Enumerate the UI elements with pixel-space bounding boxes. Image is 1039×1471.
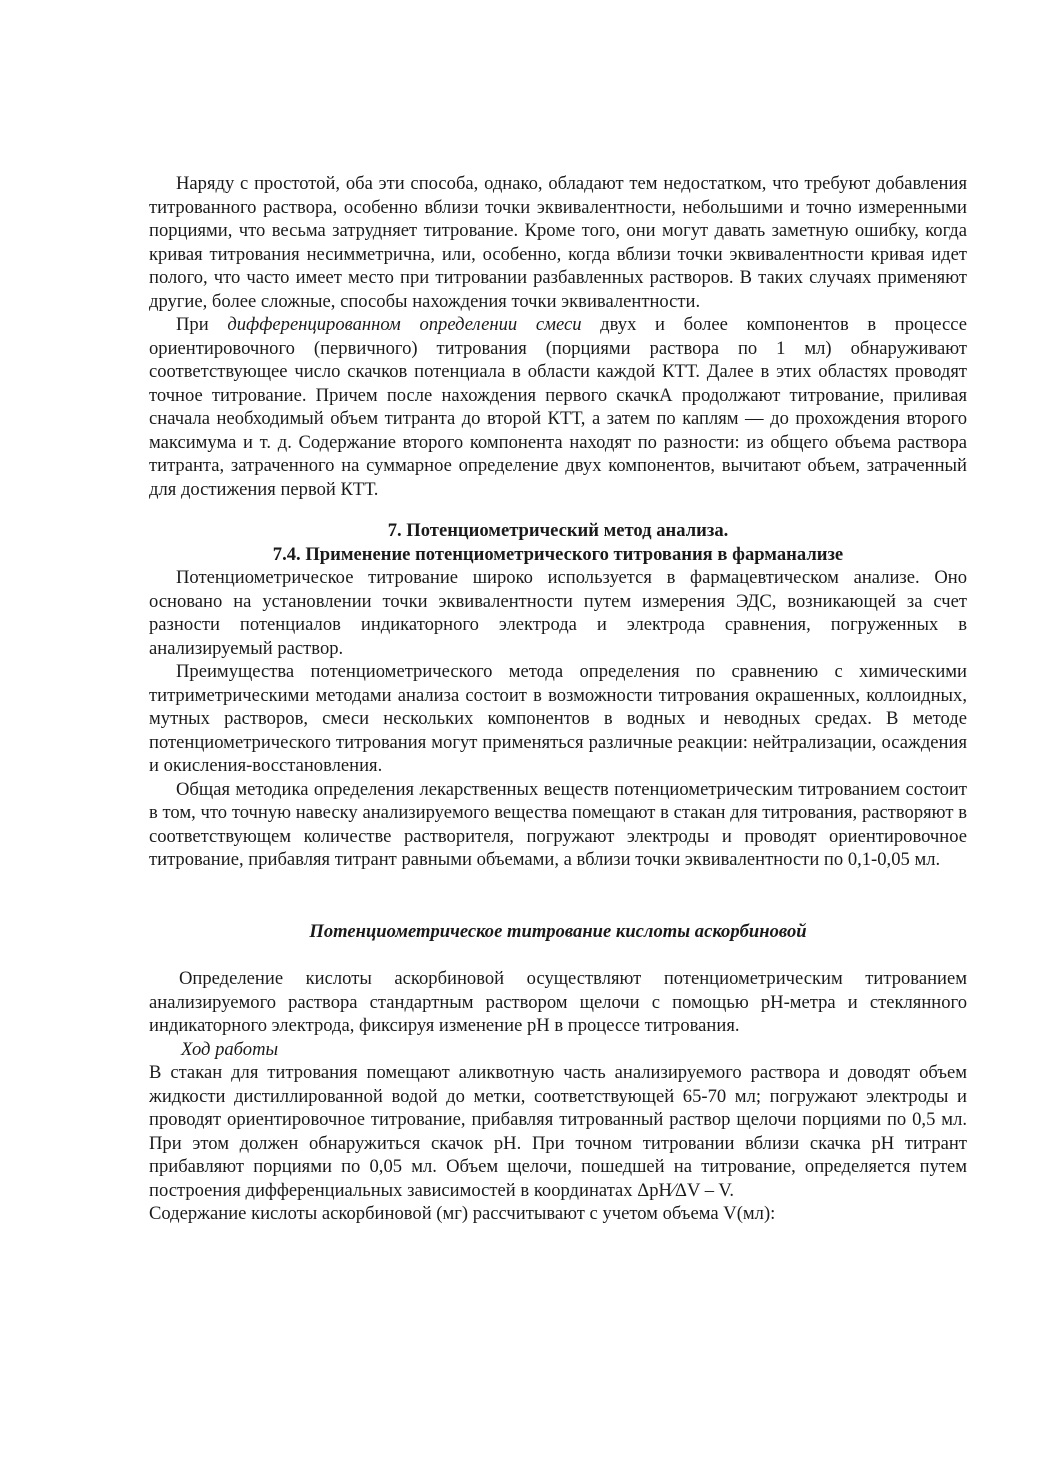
- paragraph-simplicity: Наряду с простотой, оба эти способа, однако, обладают тем недостатком, что требуют добавления титрованного раствора, особенно вблизи точки эквивалентности, небольшими и точно измеренными порциями, что весьма затрудняет титрование. Кроме того, они могут давать заметную ошибку, когда кривая титрования несимметрична, или, особенно, когда вблизи точки эквивалентности кривая идет полого, что часто имеет место при титровании разбавленных растворов. В таких случаях применяют другие, более сложные, способы нахождения точки эквивалентности.: [149, 173, 967, 312]
- document-page: [149, 172, 967, 1226]
- procedure-heading: Ход работы: [181, 1038, 279, 1060]
- paragraph-differentiated-rest: двух и более компонентов в процессе ориентировочного (первичного) титрования (порциями раствора по 1 мл) обнаруживают соответствующее число скачков потенциала в области каждой КТТ. Далее в этих областях проводят точное титрование. Причем после нахождения первого скачкА продолжают титрование, приливая сначала необходимый объем титранта до второй КТТ, а затем по каплям — до прохождения второго максимума и т. д. Содержание второго компонента находят по разности: из общего объема раствора титранта, затраченного на суммарное определение двух компонентов, вычитают объем, затраченный для достижения первой КТТ.: [149, 314, 967, 500]
- paragraph-calculation: Содержание кислоты аскорбиновой (мг) рассчитывают с учетом объема V(мл):: [149, 1203, 776, 1224]
- paragraph-method: Общая методика определения лекарственных веществ потенциометрическим титрованием состоит в том, что точную навеску анализируемого вещества помещают в стакан для титрования, растворяют в соответствующем количестве растворителя, погружают электроды и проводят ориентировочное титрование, прибавляя титрант равными объемами, а вблизи точки эквивалентности по 0,1-0,05 мл.: [149, 778, 967, 870]
- paragraph-procedure: В стакан для титрования помещают аликвотную часть анализируемого раствора и доводят объем жидкости дистиллированной водой до метки, соответствующей 65-70 мл; погружают электроды и проводят ориентировочное титрование, прибавляя титрованный раствор щелочи порциями по 0,5 мл. При этом должен обнаружиться скачок pH. При точном титровании вблизи скачка pH титрант прибавляют порциями по 0,05 мл. Объем щелочи, пошедшей на титрование, определяется путем построения дифференциальных зависимостей в координатах ΔpH⁄ΔV – V.: [149, 1062, 967, 1201]
- paragraph-potentiometric: Потенциометрическое титрование широко используется в фармацевтическом анализе. Оно основано на установлении точки эквивалентности путем измерения ЭДС, возникающей за счет разности потенциалов индикаторного электрода и электрода сравнения, погруженных в анализируемый раствор.: [149, 567, 967, 659]
- paragraph-differentiated: [149, 313, 967, 501]
- paragraph-ascorbic: Определение кислоты аскорбиновой осуществляют потенциометрическим титрованием анализируемого раствора стандартным раствором щелочи с помощью pH-метра и стеклянного индикаторного электрода, фиксируя изменение pH в процессе титрования.: [149, 968, 967, 1036]
- subsection-heading: 7.4. Применение потенциометрического титрования в фарманализе: [272, 543, 844, 565]
- paragraph-advantages: Преимущества потенциометрического метода определения по сравнению с химическими титриметрическими методами анализа состоит в возможности титрования окрашенных, коллоидных, мутных растворов, смеси нескольких компонентов в водных и неводных средах. В методе потенциометрического титрования могут применяться различные реакции: нейтрализации, осаждения и окисления-восстановления.: [149, 661, 967, 776]
- ascorbic-heading: Потенциометрическое титрование кислоты аскорбиновой: [309, 920, 807, 942]
- paragraph-differentiated-start: При: [176, 314, 228, 335]
- section-heading: 7. Потенциометрический метод анализа.: [387, 520, 729, 541]
- paragraph-differentiated-italic: дифференцированном определении смеси: [227, 314, 582, 335]
